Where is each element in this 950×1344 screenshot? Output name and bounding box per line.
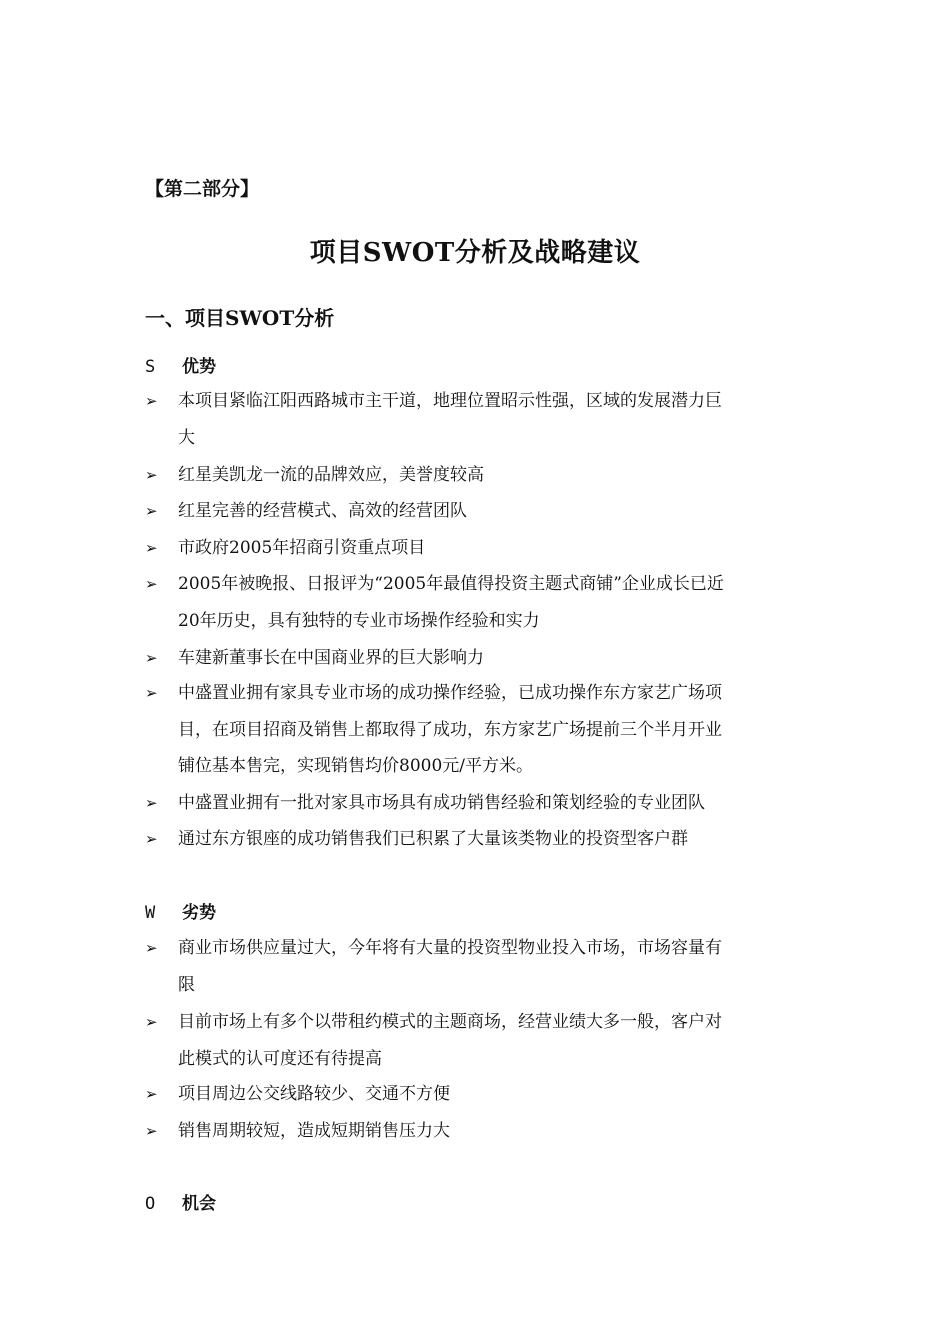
list-item-text: 销售周期较短，造成短期销售压力大 [178, 1121, 450, 1141]
section-heading: 一、项目SWOT分析 [145, 306, 335, 330]
list-item [145, 1076, 825, 1113]
strengths-letter: S [145, 357, 156, 377]
list-item-text: 车建新董事长在中国商业界的巨大影响力 [178, 648, 484, 668]
opportunities-letter: O [145, 1194, 156, 1214]
weaknesses-letter: W [145, 903, 156, 923]
list-item-text: 通过东方银座的成功销售我们已积累了大量该类物业的投资型客户群 [178, 829, 688, 849]
list-item [145, 675, 825, 785]
list-item [145, 785, 825, 822]
list-item-text: 红星完善的经营模式、高效的经营团队 [178, 501, 467, 521]
arrow-bullet-icon: ➢ [145, 684, 158, 702]
list-item [145, 566, 825, 639]
list-item-text: 目前市场上有多个以带租约模式的主题商场，经营业绩大多一般，客户对 此模式的认可度还有待提高 [178, 1012, 722, 1069]
list-item [145, 383, 825, 456]
list-item-text: 商业市场供应量过大，今年将有大量的投资型物业投入市场，市场容量有 限 [178, 938, 722, 995]
strengths-title: 优势 [182, 357, 216, 377]
list-item [145, 1113, 825, 1150]
list-item-text: 中盛置业拥有家具专业市场的成功操作经验，已成功操作东方家艺广场项 目，在项目招商及销售上都取得了成功，东方家艺广场提前三个半月开业 铺位基本售完，实现销售均价8000元/平方米。 [178, 683, 722, 776]
strengths-label [145, 355, 216, 379]
weaknesses-title: 劣势 [182, 903, 216, 923]
list-item-text: 2005年被晚报、日报评为“2005年最值得投资主题式商铺”企业成长已近 20年历史，具有独特的专业市场操作经验和实力 [178, 574, 724, 631]
list-item [145, 821, 825, 858]
list-item [145, 530, 825, 567]
document-title: 项目SWOT分析及战略建议 [309, 238, 641, 268]
weaknesses-label [145, 901, 216, 925]
arrow-bullet-icon: ➢ [145, 575, 158, 593]
list-item-text: 本项目紧临江阳西路城市主干道，地理位置昭示性强，区域的发展潜力巨 大 [178, 391, 722, 448]
arrow-bullet-icon: ➢ [145, 1122, 158, 1140]
arrow-bullet-icon: ➢ [145, 649, 158, 667]
list-item [145, 457, 825, 494]
opportunities-title: 机会 [182, 1194, 216, 1214]
list-item-text: 中盛置业拥有一批对家具市场具有成功销售经验和策划经验的专业团队 [178, 793, 705, 813]
list-item [145, 930, 825, 1003]
arrow-bullet-icon: ➢ [145, 466, 158, 484]
list-item-text: 项目周边公交线路较少、交通不方便 [178, 1084, 450, 1104]
arrow-bullet-icon: ➢ [145, 502, 158, 520]
arrow-bullet-icon: ➢ [145, 830, 158, 848]
arrow-bullet-icon: ➢ [145, 1013, 158, 1031]
list-item [145, 1004, 825, 1077]
list-item [145, 640, 825, 677]
arrow-bullet-icon: ➢ [145, 939, 158, 957]
arrow-bullet-icon: ➢ [145, 1085, 158, 1103]
arrow-bullet-icon: ➢ [145, 392, 158, 410]
list-item-text: 红星美凯龙一流的品牌效应，美誉度较高 [178, 465, 484, 485]
part-heading: 【第二部分】 [145, 178, 260, 200]
arrow-bullet-icon: ➢ [145, 794, 158, 812]
list-item-text: 市政府2005年招商引资重点项目 [178, 538, 426, 558]
opportunities-label [145, 1192, 216, 1216]
list-item [145, 493, 825, 530]
arrow-bullet-icon: ➢ [145, 539, 158, 557]
